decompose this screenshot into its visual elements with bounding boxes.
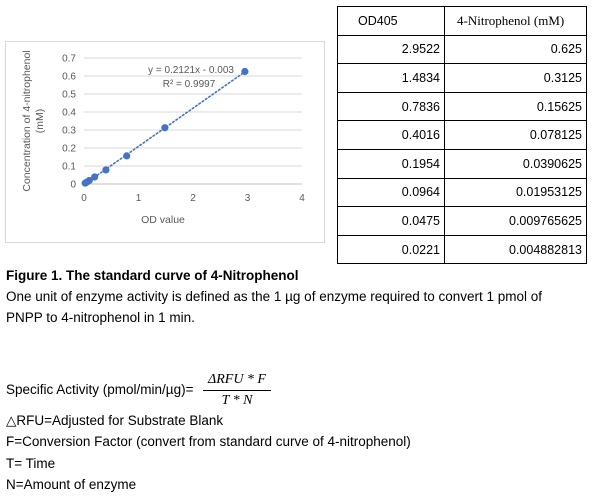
table-row bbox=[338, 149, 587, 178]
chart-canvas bbox=[6, 42, 326, 244]
fraction-numerator: ΔRFU * F bbox=[208, 372, 266, 387]
definition-time: T= Time bbox=[6, 456, 56, 471]
specific-activity-label: Specific Activity (pmol/min/µg)= bbox=[6, 382, 194, 397]
data-point bbox=[102, 166, 109, 173]
data-point bbox=[123, 152, 130, 159]
y-tick-label: 0.6 bbox=[62, 71, 76, 83]
nitrophenol-cell: 0.3125 bbox=[445, 64, 587, 93]
od-concentration-table bbox=[337, 6, 587, 264]
table-row bbox=[338, 178, 587, 207]
y-tick-label: 0.2 bbox=[62, 143, 76, 155]
definition-delta-rfu: △RFU=Adjusted for Substrate Blank bbox=[6, 413, 224, 428]
definition-conversion-factor: F=Conversion Factor (convert from standard curve of 4-nitrophenol) bbox=[6, 434, 411, 449]
data-point bbox=[161, 124, 168, 131]
fraction-denominator: T * N bbox=[221, 393, 253, 408]
od405-cell: 0.0475 bbox=[338, 207, 445, 236]
nitrophenol-cell: 0.625 bbox=[445, 35, 587, 64]
y-tick-label: 0.1 bbox=[62, 161, 76, 173]
x-tick-label: 0 bbox=[81, 193, 87, 204]
od405-cell: 0.1954 bbox=[338, 149, 445, 178]
nitrophenol-cell: 0.004882813 bbox=[445, 235, 587, 264]
x-axis-title: OD value bbox=[141, 214, 185, 226]
table-row bbox=[338, 207, 587, 236]
x-tick-label: 2 bbox=[190, 193, 196, 204]
x-tick-label: 4 bbox=[299, 193, 305, 204]
nitrophenol-cell: 0.0390625 bbox=[445, 149, 587, 178]
y-tick-label: 0.5 bbox=[62, 89, 76, 101]
x-tick-label: 1 bbox=[135, 193, 142, 204]
trendline-equation: y = 0.2121x - 0.003 bbox=[148, 65, 234, 76]
y-tick-label: 0 bbox=[70, 179, 76, 191]
data-point bbox=[82, 180, 89, 187]
od405-cell: 0.0964 bbox=[338, 178, 445, 207]
y-axis-title: Concentration of 4-nitrophenol(mM) bbox=[21, 50, 46, 192]
data-point bbox=[241, 68, 248, 75]
table-row bbox=[338, 35, 587, 64]
specific-activity-fraction bbox=[203, 372, 271, 409]
od405-cell: 0.0221 bbox=[338, 235, 445, 264]
table-header-row bbox=[338, 7, 587, 36]
figure-caption: Figure 1. The standard curve of 4-Nitrophenol bbox=[6, 268, 299, 283]
unit-definition-line-2: PNPP to 4-nitrophenol in 1 min. bbox=[6, 310, 195, 325]
y-tick-label: 0.3 bbox=[62, 125, 76, 137]
od405-cell: 0.4016 bbox=[338, 121, 445, 150]
od405-cell: 2.9522 bbox=[338, 35, 445, 64]
nitrophenol-cell: 0.15625 bbox=[445, 92, 587, 121]
y-tick-label: 0.7 bbox=[62, 53, 76, 65]
r-squared-label: R² = 0.9997 bbox=[162, 79, 216, 90]
table-row bbox=[338, 121, 587, 150]
nitrophenol-cell: 0.078125 bbox=[445, 121, 587, 150]
table-row bbox=[338, 235, 587, 264]
nitrophenol-cell: 0.009765625 bbox=[445, 207, 587, 236]
standard-curve-chart bbox=[5, 41, 325, 243]
table-row bbox=[338, 92, 587, 121]
y-tick-label: 0.4 bbox=[62, 107, 76, 119]
od405-cell: 1.4834 bbox=[338, 64, 445, 93]
column-header-od405: OD405 bbox=[338, 7, 445, 36]
column-header-nitrophenol: 4-Nitrophenol (mM) bbox=[445, 7, 587, 36]
unit-definition-line-1: One unit of enzyme activity is defined as the 1 µg of enzyme required to convert 1 pmol of bbox=[6, 289, 543, 304]
nitrophenol-cell: 0.01953125 bbox=[445, 178, 587, 207]
od405-cell: 0.7836 bbox=[338, 92, 445, 121]
table-row bbox=[338, 64, 587, 93]
x-tick-label: 3 bbox=[244, 193, 251, 204]
definition-enzyme-amount: N=Amount of enzyme bbox=[6, 477, 137, 492]
